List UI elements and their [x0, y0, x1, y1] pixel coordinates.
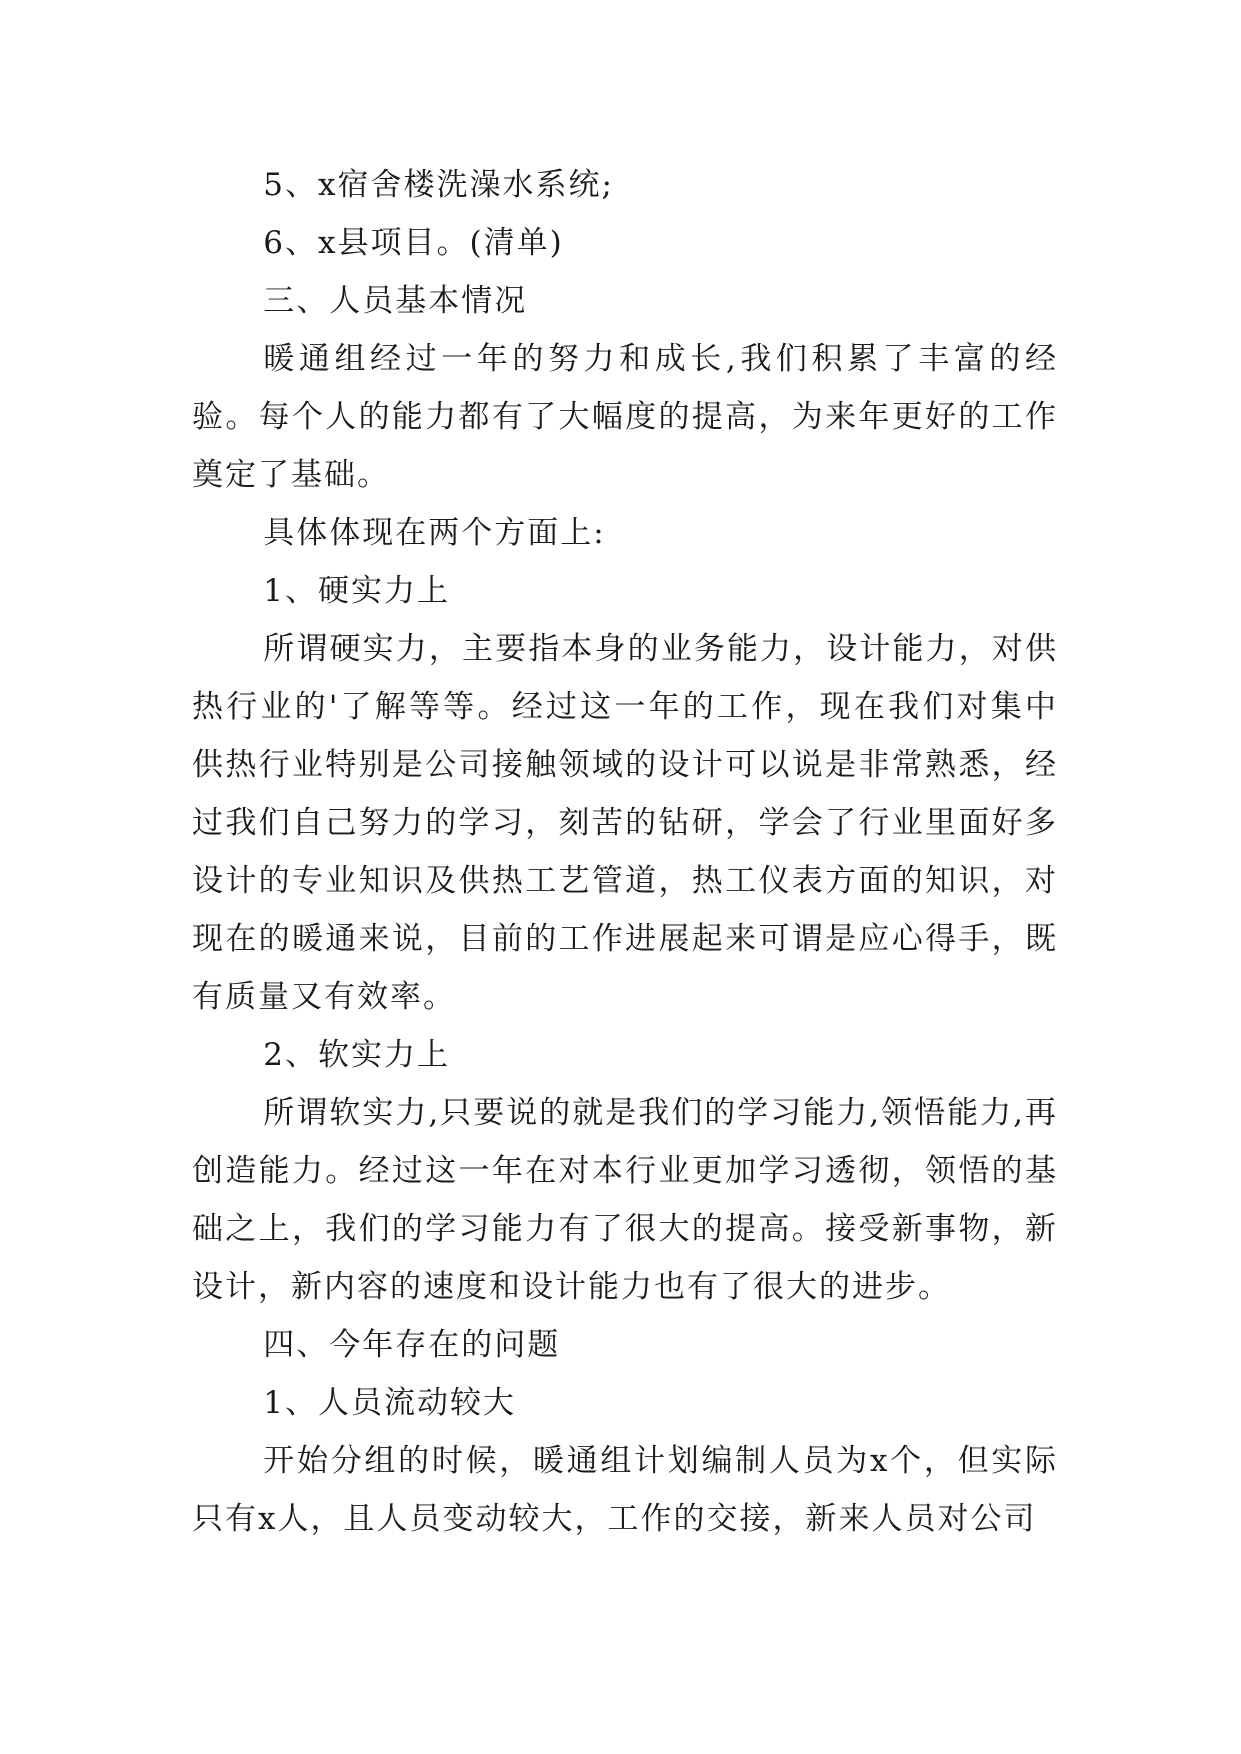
subheading-staff-turnover: 1、人员流动较大	[263, 1385, 517, 1421]
list-item-county-project: 6、x县项目。(清单)	[263, 225, 564, 261]
section-heading-problems: 四、今年存在的问题	[263, 1327, 561, 1363]
document-body	[192, 156, 1058, 1548]
paragraph-two-aspects-intro: 具体体现在两个方面上:	[263, 515, 606, 551]
paragraph-staff-turnover: 开始分组的时候，暖通组计划编制人员为x个，但实际只有x人，且人员变动较大，工作的交接，新来人员对公司	[192, 1443, 1058, 1537]
section-heading-staff-situation: 三、人员基本情况	[263, 283, 528, 319]
paragraph-hard-power: 所谓硬实力，主要指本身的业务能力，设计能力，对供热行业的'了解等等。经过这一年的工作，现在我们对集中供热行业特别是公司接触领域的设计可以说是非常熟悉，经过我们自己努力的学习，刻苦的钻研，学会了行业里面好多设计的专业知识及供热工艺管道，热工仪表方面的知识，对现在的暖通来说，目前的工作进展起来可谓是应心得手，既有质量又有效率。	[192, 631, 1058, 1015]
subheading-hard-power: 1、硬实力上	[263, 573, 451, 609]
list-item-dormitory-water-system: 5、x宿舍楼洗澡水系统;	[263, 167, 614, 203]
subheading-soft-power: 2、软实力上	[263, 1037, 451, 1073]
paragraph-growth-summary: 暖通组经过一年的努力和成长,我们积累了丰富的经验。每个人的能力都有了大幅度的提高，为来年更好的工作奠定了基础。	[192, 341, 1058, 493]
paragraph-soft-power: 所谓软实力,只要说的就是我们的学习能力,领悟能力,再创造能力。经过这一年在对本行业更加学习透彻，领悟的基础之上，我们的学习能力有了很大的提高。接受新事物，新设计，新内容的速度和设计能力也有了很大的进步。	[192, 1095, 1058, 1305]
